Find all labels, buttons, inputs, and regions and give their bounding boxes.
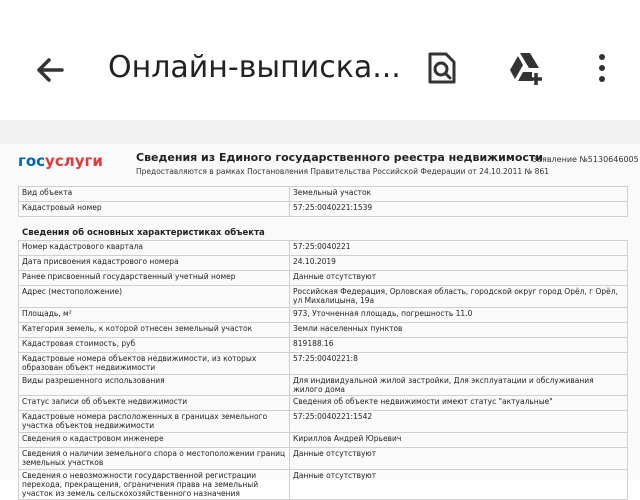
row-value: 57:25:0040221:1542 xyxy=(290,411,628,433)
row-value: Данные отсутствуют xyxy=(290,470,628,500)
row-key: Номер кадастрового квартала xyxy=(19,241,290,256)
document-heading: Сведения из Единого государственного реестра недвижимости xyxy=(136,151,543,164)
app-bar xyxy=(0,0,640,120)
gosuslugi-logo: госуслуги xyxy=(18,152,103,170)
row-value: Земли населенных пунктов xyxy=(290,323,628,338)
row-key: Кадастровая стоимость, руб xyxy=(19,338,290,353)
table-row xyxy=(19,202,628,217)
arrow-left-icon[interactable] xyxy=(30,50,70,90)
table-row xyxy=(19,187,628,202)
table-row xyxy=(19,271,628,286)
table-row xyxy=(19,286,628,308)
table-row xyxy=(19,396,628,411)
status-bar xyxy=(0,0,640,12)
row-value: 24.10.2019 xyxy=(290,256,628,271)
row-key: Адрес (местоположение) xyxy=(19,286,290,308)
application-number: Заявление №5130646005 xyxy=(532,155,639,164)
row-value: Данные отсутствуют xyxy=(290,271,628,286)
row-key: Категория земель, к которой отнесен земельный участок xyxy=(19,323,290,338)
row-value: Российская Федерация, Орловская область, городской округ город Орёл, г Орёл, ул Михалицына, 19а xyxy=(290,286,628,308)
row-key: Сведения о невозможности государственной регистрации перехода, прекращения, ограничения права на земельный участок из земель сельскохозяйственного назначения xyxy=(19,470,290,500)
row-value: Кириллов Андрей Юрьевич xyxy=(290,433,628,448)
section-title: Сведения об основных характеристиках объекта xyxy=(22,228,265,238)
row-key: Виды разрешенного использования xyxy=(19,375,290,396)
row-key: Площадь, м² xyxy=(19,308,290,323)
row-value: Для индивидуальной жилой застройки, Для эксплуатации и обслуживания жилого дома xyxy=(290,375,628,396)
more-vertical-icon[interactable] xyxy=(582,48,622,88)
row-key: Сведения о наличии земельного спора о местоположении границ земельных участков xyxy=(19,448,290,470)
characteristics-table xyxy=(18,240,628,500)
table-row xyxy=(19,470,628,500)
row-value: 57:25:0040221:8 xyxy=(290,353,628,375)
row-value: Сведения об объекте недвижимости имеют статус "актуальные" xyxy=(290,396,628,411)
table-row xyxy=(19,353,628,375)
table-row xyxy=(19,323,628,338)
toolbar-separator xyxy=(0,120,640,144)
table-row xyxy=(19,338,628,353)
table-row xyxy=(19,448,628,470)
row-value: 57:25:0040221:1539 xyxy=(290,202,628,217)
table-row xyxy=(19,256,628,271)
table-row xyxy=(19,433,628,448)
table-row xyxy=(19,375,628,396)
search-document-icon[interactable] xyxy=(422,48,462,88)
row-key: Кадастровые номера расположенных в границах земельного участка объектов недвижимости xyxy=(19,411,290,433)
row-key: Ранее присвоенный государственный учетный номер xyxy=(19,271,290,286)
row-value: 973, Уточненная площадь, погрешность 11.0 xyxy=(290,308,628,323)
table-row xyxy=(19,241,628,256)
row-value: 819188.16 xyxy=(290,338,628,353)
google-drive-add-icon[interactable] xyxy=(506,48,546,88)
row-key: Дата присвоения кадастрового номера xyxy=(19,256,290,271)
row-key: Статус записи об объекте недвижимости xyxy=(19,396,290,411)
row-value: Данные отсутствуют xyxy=(290,448,628,470)
row-value: Земельный участок xyxy=(290,187,628,202)
table-row xyxy=(19,308,628,323)
row-key: Сведения о кадастровом инженере xyxy=(19,433,290,448)
table-row xyxy=(19,411,628,433)
row-value: 57:25:0040221 xyxy=(290,241,628,256)
row-key: Кадастровые номера объектов недвижимости, из которых образован объект недвижимости xyxy=(19,353,290,375)
object-table xyxy=(18,186,628,217)
row-key: Вид объекта xyxy=(19,187,290,202)
document-title: Онлайн-выписка... xyxy=(108,50,401,85)
document-subheading: Предоставляются в рамках Постановления Правительства Российской Федерации от 24.10.2011 № 861 xyxy=(136,167,550,176)
row-key: Кадастровый номер xyxy=(19,202,290,217)
